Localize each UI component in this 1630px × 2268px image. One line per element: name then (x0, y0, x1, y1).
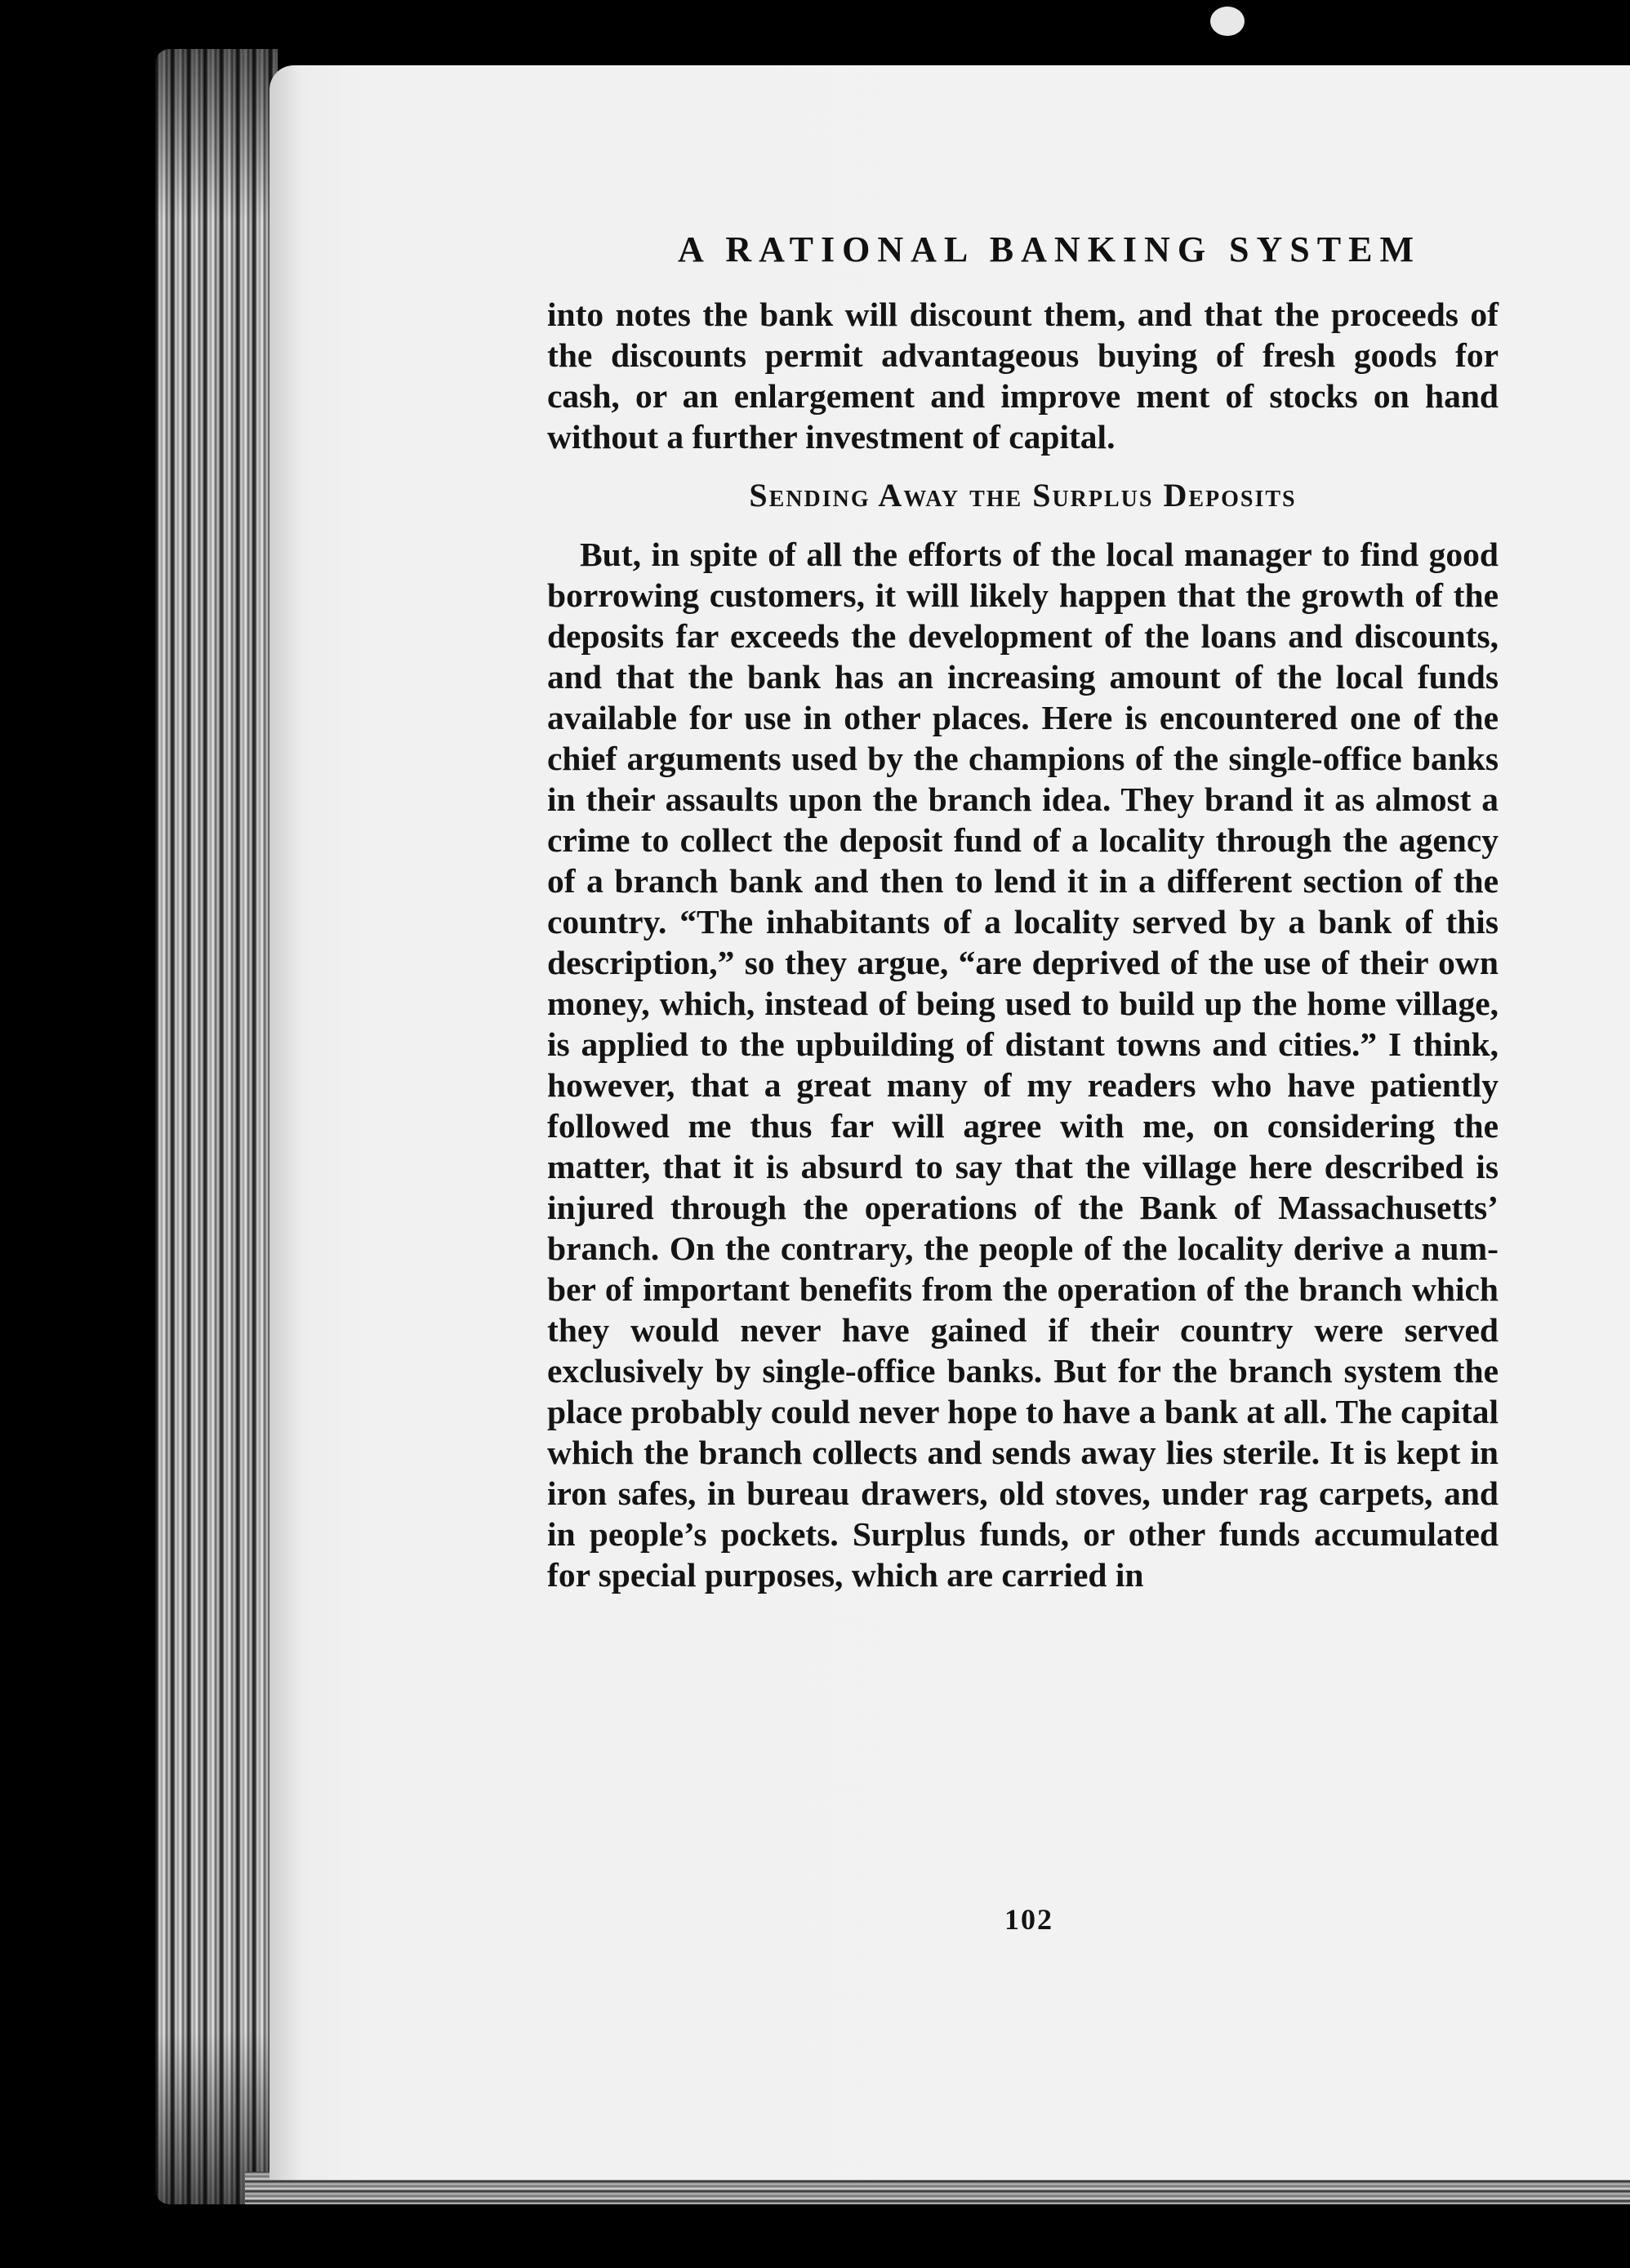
page-number: 102 (1004, 1903, 1053, 1936)
body-paragraph: But, in spite of all the efforts of the local manager to find good borrowing customers, it will likely happen that the growth of the deposits far exceeds the development of the loans and discounts, and that the bank has an increasing amount of the local funds available for use in other places. Here is encountered one of the chief arguments used by the champions of the single-office banks in their assaults upon the branch idea. They brand it as almost a crime to collect the deposit fund of a locality through the agency of a branch bank and then to lend it in a different section of the country. “The inhabitants of a locality served by a bank of this description,” so they argue, “are deprived of the use of their own money, which, instead of being used to build up the home village, is applied to the upbuilding of distant towns and cities.” I think, however, that a great many of my readers who have patiently followed me thus far will agree with me, on considering the matter, that it is absurd to say that the village here described is injured through the operations of the Bank of Massachusetts’ branch. On the contrary, the people of the locality derive a number of important benefits from the operation of the branch which they would never have gained if their country were served exclusively by single-office banks. But for the branch system the place probably could never hope to have a bank at all. The capital which the branch collects and sends away lies sterile. It is kept in iron safes, in bureau drawers, old stoves, under rag carpets, and in people’s pockets. Surplus funds, or other funds accumulated for special purposes, which are carried in (547, 536, 1499, 1594)
page-content (269, 65, 1630, 2180)
page-edges (155, 49, 278, 2204)
continuation-paragraph: into notes the bank will discount them, and that the proceeds of the discounts permit advantageous buying of fresh goods for cash, or an enlargement and improve ment of stocks on hand without a further investment of capital. (547, 296, 1499, 456)
text-block (547, 294, 1499, 1595)
scan-blemish (1210, 7, 1245, 36)
book-page (269, 65, 1630, 2180)
running-head: A RATIONAL BANKING SYSTEM (678, 229, 1421, 269)
section-heading: Sending Away the Surplus Deposits (749, 477, 1297, 514)
